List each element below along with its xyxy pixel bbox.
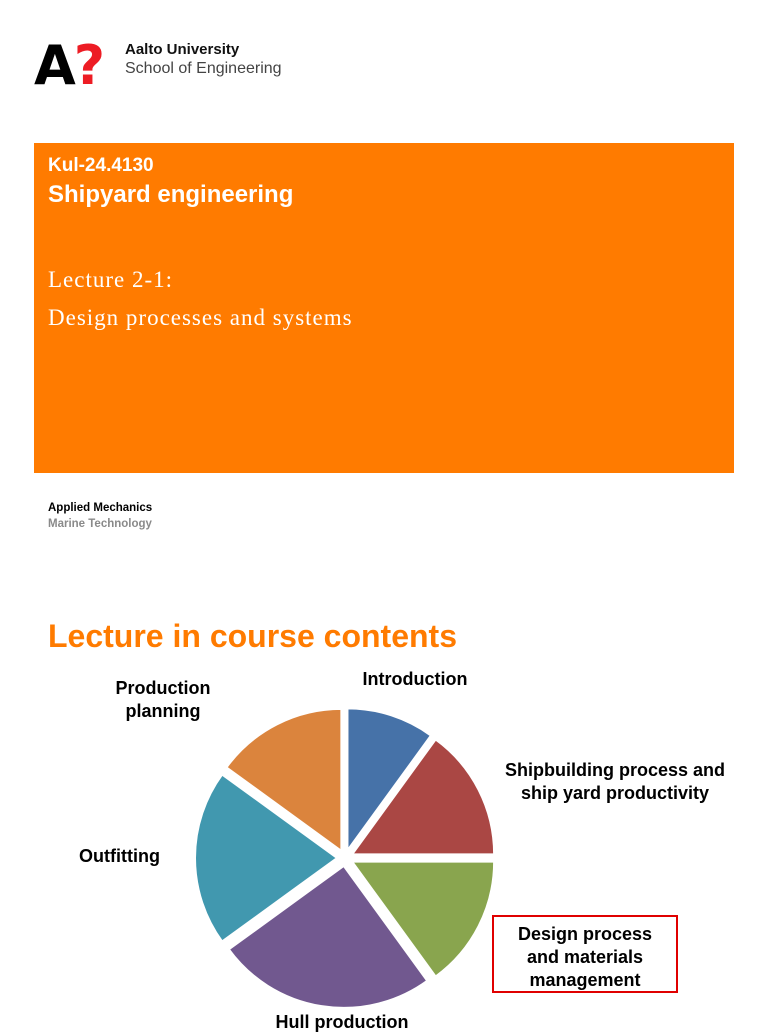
label-production-planning <box>98 677 228 723</box>
school-name: School of Engineering <box>125 60 282 77</box>
slide-title: Lecture in course contents <box>48 618 457 654</box>
label-hull-production <box>262 1011 422 1034</box>
department-name: Applied Mechanics <box>48 502 153 514</box>
label-design-line3: management <box>529 970 641 990</box>
pie-slices <box>195 708 494 1008</box>
label-shipbuilding-line1: Shipbuilding process and <box>504 760 726 780</box>
course-name: Shipyard engineering <box>48 181 294 208</box>
label-hull-text: Hull production <box>275 1012 409 1032</box>
label-outfitting <box>62 845 177 868</box>
label-design-line2: and materials <box>526 947 644 967</box>
label-introduction <box>345 668 485 691</box>
label-design-process-highlighted <box>492 915 678 993</box>
label-production-line2: planning <box>125 701 201 721</box>
lecture-number: Lecture 2-1: <box>48 267 174 292</box>
label-production-line1: Production <box>115 678 211 698</box>
label-outfitting-text: Outfitting <box>79 846 160 866</box>
lecture-title: Design processes and systems <box>48 305 353 330</box>
university-name: Aalto University <box>125 41 240 58</box>
logo-question-mark: ? <box>73 34 104 97</box>
logo-letter-a: A <box>34 34 74 97</box>
label-design-line1: Design process <box>517 924 653 944</box>
department-subname: Marine Technology <box>48 518 152 530</box>
label-shipbuilding-line2: ship yard productivity <box>520 783 710 803</box>
course-code: Kul-24.4130 <box>48 155 154 176</box>
label-introduction-text: Introduction <box>362 669 468 689</box>
label-shipbuilding-process <box>492 759 738 805</box>
